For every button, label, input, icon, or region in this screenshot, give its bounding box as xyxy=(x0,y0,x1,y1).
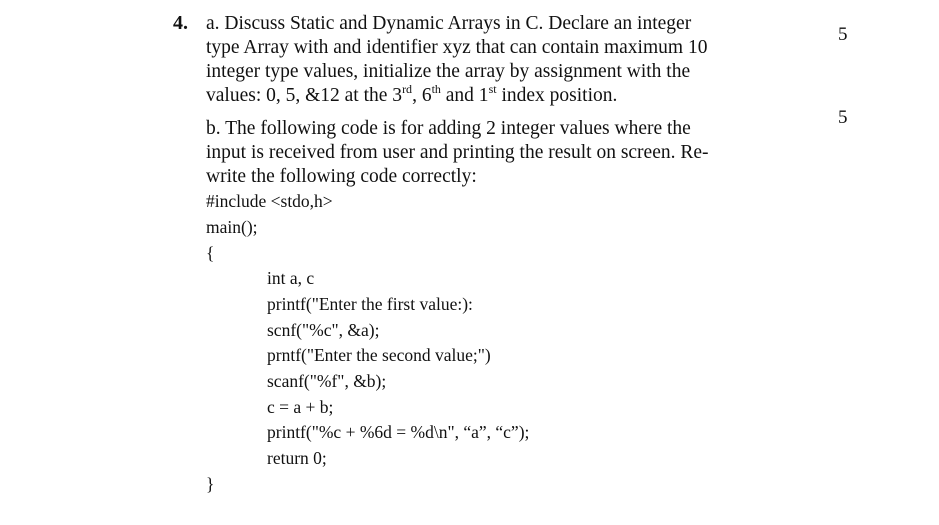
code-line-decl: int a, c xyxy=(267,268,315,288)
marks-part-a: 5 xyxy=(838,24,848,45)
code-line-assign: c = a + b; xyxy=(267,397,334,417)
line4-post: index position. xyxy=(496,85,618,106)
code-line-printf-2: printf("%c + %6d = %d\n", “a”, “c”); xyxy=(267,422,530,442)
question-number: 4. xyxy=(173,12,188,34)
sup-st: st xyxy=(488,81,497,96)
part-a-line-1: a. Discuss Static and Dynamic Arrays in C. Declare an integer xyxy=(206,13,692,34)
line4-mid2: and 1 xyxy=(440,85,489,106)
part-b-line-1: b. The following code is for adding 2 integer values where the xyxy=(206,118,691,139)
code-line-scnf: scnf("%c", &a); xyxy=(267,320,380,340)
part-b-text xyxy=(206,117,766,189)
code-line-scanf: scanf("%f", &b); xyxy=(267,371,387,391)
part-a-line-4 xyxy=(206,81,766,108)
code-line-return: return 0; xyxy=(267,448,327,468)
code-line-main: main(); xyxy=(206,217,258,237)
part-a-line-2: type Array with and identifier xyz that can contain maximum 10 xyxy=(206,37,708,58)
sup-th: th xyxy=(431,81,441,96)
part-b-line-3: write the following code correctly: xyxy=(206,166,477,187)
code-line-printf-1: printf("Enter the first value:): xyxy=(267,294,473,314)
code-line-include: #include <stdo,h> xyxy=(206,191,333,211)
code-line-close-brace: } xyxy=(206,474,215,494)
sup-rd: rd xyxy=(402,81,413,96)
code-line-open-brace: { xyxy=(206,243,215,263)
part-b-line-2: input is received from user and printing the result on screen. Re- xyxy=(206,142,709,163)
part-a-line-3: integer type values, initialize the array by assignment with the xyxy=(206,61,691,82)
line4-mid1: , 6 xyxy=(412,85,432,106)
marks-part-b: 5 xyxy=(838,107,848,128)
line4-pre: values: 0, 5, &12 at the 3 xyxy=(206,85,403,106)
code-line-prntf: prntf("Enter the second value;") xyxy=(267,345,491,365)
part-a-text xyxy=(206,12,766,108)
